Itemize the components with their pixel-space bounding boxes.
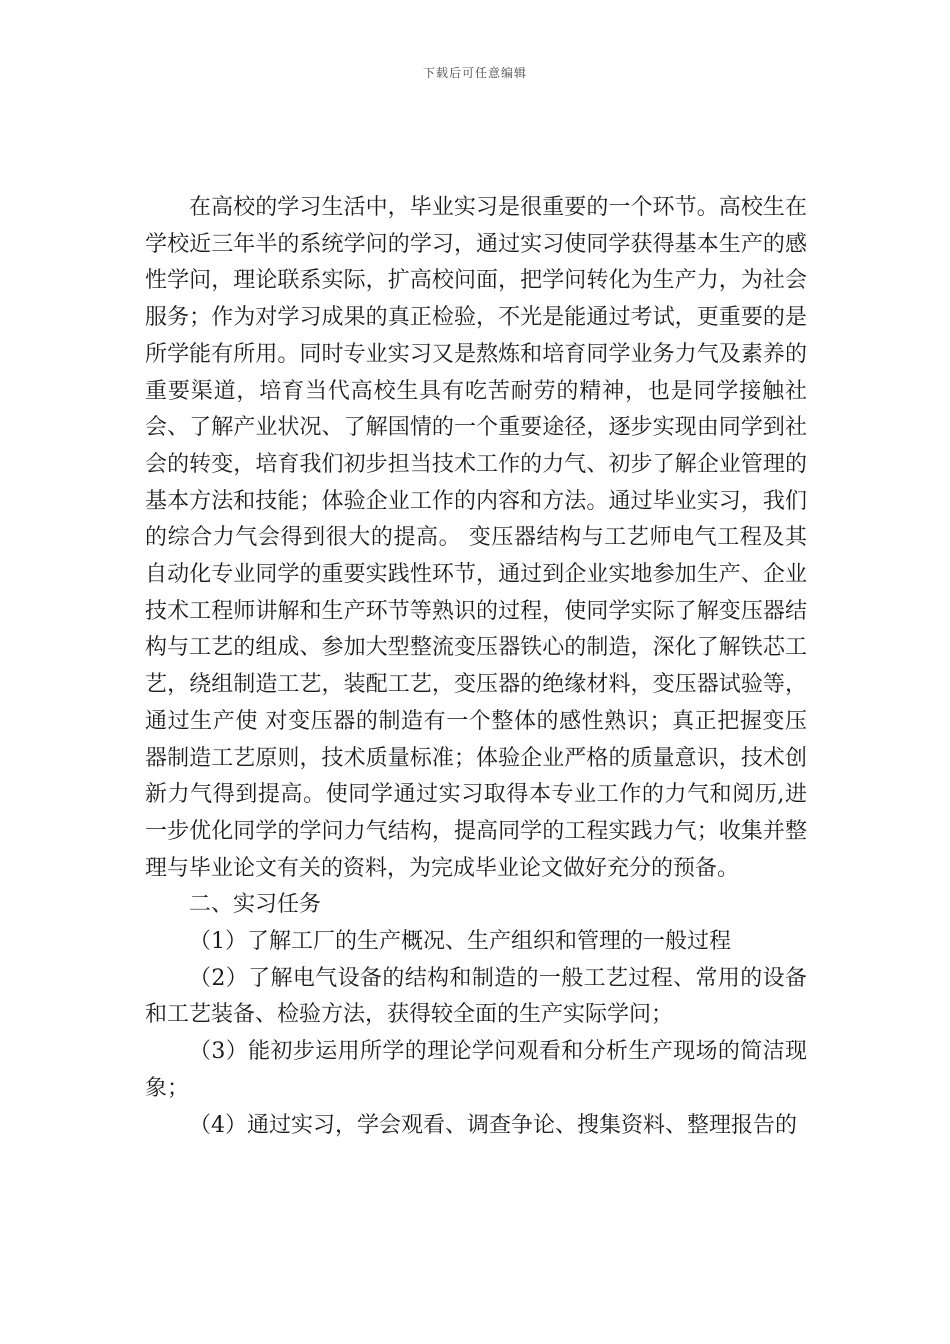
section-heading-tasks: 二、实习任务	[189, 892, 322, 918]
task-item-4: （4）通过实习，学会观看、调查争论、搜集资料、整理报告的	[189, 1112, 797, 1138]
task-item-3: （3）能初步运用所学的理论学问观看和分析生产现场的简洁现象；	[145, 1039, 807, 1101]
intro-paragraph: 在高校的学习生活中，毕业实习是很重要的一个环节。高校生在学校近三年半的系统学问的学习，通过实习使同学获得基本生产的感性学问，理论联系实际，扩高校问面，把学问转化为生产力，为社会服务；作为对学习成果的真正检验，不光是能通过考试，更重要的是所学能有所用。同时专业实习又是熬炼和培育同学业务力气及素养的重要渠道，培育当代高校生具有吃苦耐劳的精神，也是同学接触社会、了解产业状况、了解国情的一个重要途径，逐步实现由同学到社会的转变，培育我们初步担当技术工作的力气、初步了解企业管理的基本方法和技能；体验企业工作的内容和方法。通过毕业实习，我们的综合力气会得到很大的提高。 变压器结构与工艺师电气工程及其自动化专业同学的重要实践性环节，通过到企业实地参加生产、企业技术工程师讲解和生产环节等熟识的过程，使同学实际了解变压器结构与工艺的组成、参加大型整流变压器铁心的制造，深化了解铁芯工艺，绕组制造工艺，装配工艺，变压器的绝缘材料，变压器试验等，通过生产使 对变压器的制造有一个整体的感性熟识；真正把握变压器制造工艺原则，技术质量标准；体验企业严格的质量意识，技术创新力气得到提高。使同学通过实习取得本专业工作的力气和阅历,进一步优化同学的学问力气结构，提高同学的工程实践力气；收集并整理与毕业论文有关的资料，为完成毕业论文做好充分的预备。	[145, 195, 807, 881]
page-header: 下载后可任意编辑	[422, 66, 527, 80]
document-body	[145, 190, 807, 1144]
task-item-1: （1）了解工厂的生产概况、生产组织和管理的一般过程	[189, 929, 731, 955]
task-item-2: （2）了解电气设备的结构和制造的一般工艺过程、常用的设备和工艺装备、检验方法，获得较全面的生产实际学问；	[145, 965, 807, 1028]
